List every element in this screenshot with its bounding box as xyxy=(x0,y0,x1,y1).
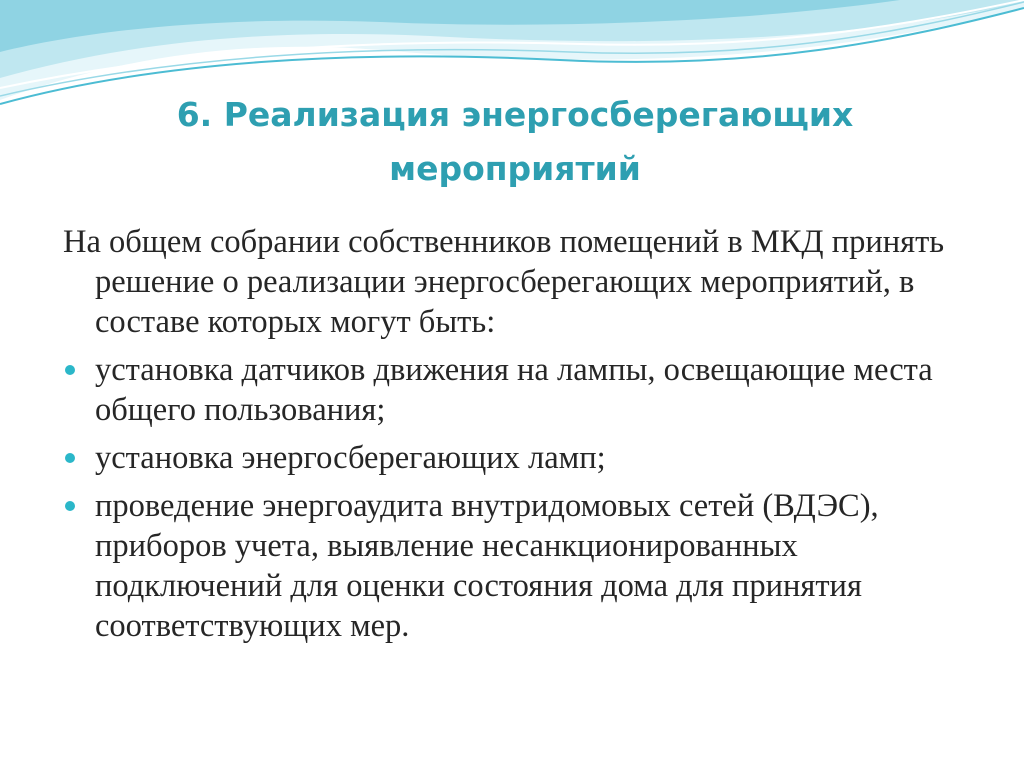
bullet-list xyxy=(63,350,963,646)
title-line-2: мероприятий xyxy=(389,149,641,188)
bullet-item xyxy=(63,438,963,478)
intro-paragraph: На общем собрании собственников помещений в МКД принять решение о реализации энергосберегающих мероприятий, в составе которых могут быть: xyxy=(63,224,945,340)
slide-body xyxy=(63,222,963,654)
bullet-dot-icon xyxy=(65,501,75,511)
bullet-item xyxy=(63,350,963,430)
slide-title xyxy=(90,88,940,196)
title-line-1: 6. Реализация энергосберегающих xyxy=(176,95,854,134)
bullet-item xyxy=(63,486,963,646)
bullet-dot-icon xyxy=(65,365,75,375)
bullet-text: установка датчиков движения на лампы, освещающие места общего пользования; xyxy=(95,352,933,428)
bullet-text: установка энергосберегающих ламп; xyxy=(95,440,606,476)
bullet-text: проведение энергоаудита внутридомовых сетей (ВДЭС), приборов учета, выявление несанкционированных подключений для оценки состояния дома для принятия соответствующих мер. xyxy=(95,488,879,644)
bullet-dot-icon xyxy=(65,453,75,463)
